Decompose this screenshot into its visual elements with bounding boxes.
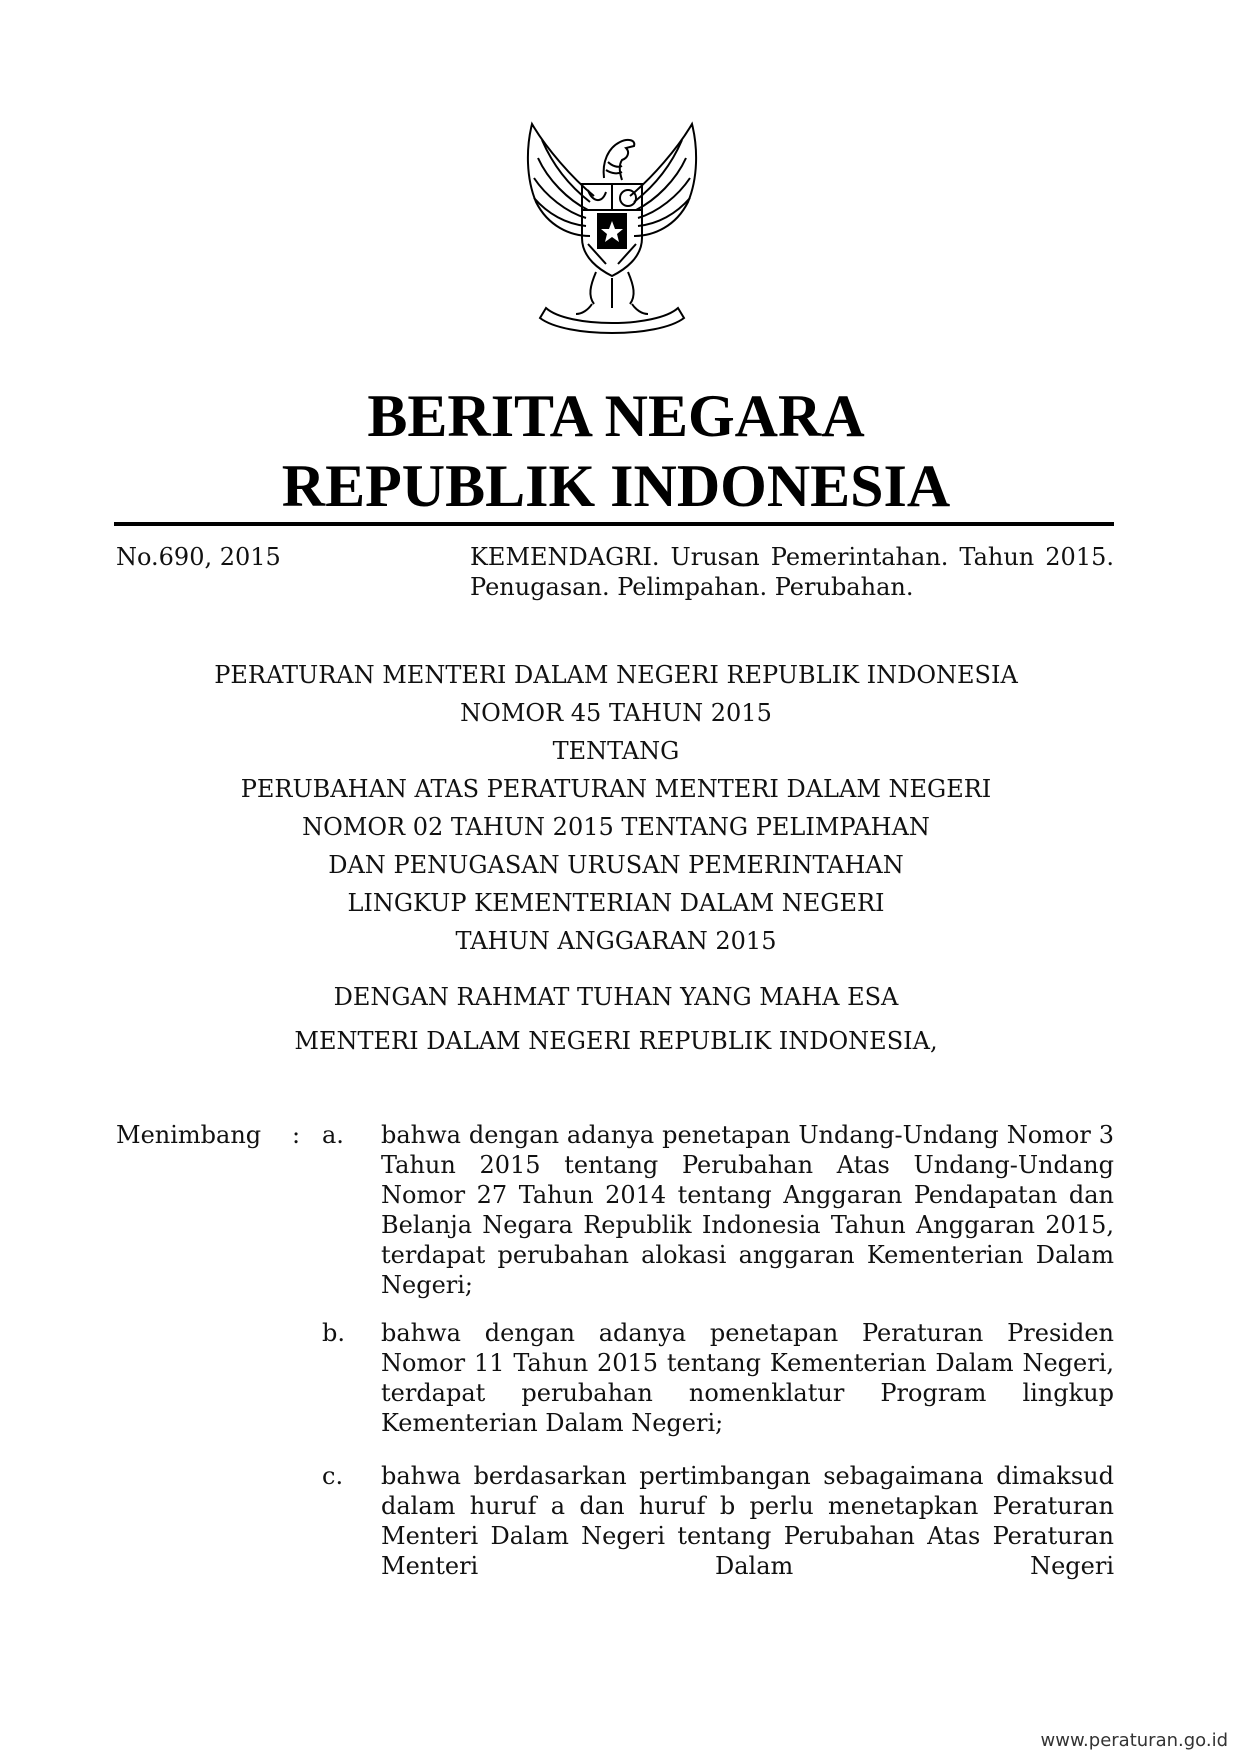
considering-separator: : [292,1121,301,1149]
invocation-line: DENGAN RAHMAT TUHAN YANG MAHA ESA [333,983,899,1011]
regulation-title-line: DAN PENUGASAN URUSAN PEMERINTAHAN [328,851,904,879]
considering-item-marker: a. [322,1121,344,1149]
considering-item-text: bahwa berdasarkan pertimbangan sebagaimana dimaksud dalam huruf a dan huruf b perlu menetapkan Peraturan Menteri Dalam Negeri tentang Perubahan Atas Peraturan Menteri Dalam Negeri [381,1462,1114,1580]
considering-item-text: bahwa dengan adanya penetapan Peraturan Presiden Nomor 11 Tahun 2015 tentang Kementerian Dalam Negeri, terdapat perubahan nomenklatur Program lingkup Kementerian Dalam Negeri; [381,1319,1114,1437]
publication-number: No.690, 2015 [116,543,281,571]
publication-description: KEMENDAGRI. Urusan Pemerintahan. Tahun 2015. Penugasan. Pelimpahan. Perubahan. [470,543,1114,601]
garuda-emblem-icon [512,118,712,338]
regulation-title-line: PERATURAN MENTERI DALAM NEGERI REPUBLIK INDONESIA [214,661,1018,689]
considering-label: Menimbang [116,1121,262,1149]
regulation-title-line: TENTANG [552,737,680,765]
considering-item-text: bahwa dengan adanya penetapan Undang-Undang Nomor 3 Tahun 2015 tentang Perubahan Atas Undang-Undang Nomor 27 Tahun 2014 tentang Anggaran Pendapatan dan Belanja Negara Republik Indonesia Tahun Anggaran 2015, terdapat perubahan alokasi anggaran Kementerian Dalam Negeri; [381,1121,1114,1299]
regulation-title-line: NOMOR 45 TAHUN 2015 [460,699,772,727]
regulation-title-line: NOMOR 02 TAHUN 2015 TENTANG PELIMPAHAN [302,813,930,841]
invocation-line: MENTERI DALAM NEGERI REPUBLIK INDONESIA, [294,1027,938,1055]
masthead-line-2: REPUBLIK INDONESIA [281,453,951,519]
considering-item-marker: c. [322,1462,344,1490]
regulation-title-line: TAHUN ANGGARAN 2015 [455,927,777,955]
masthead-divider [114,522,1114,526]
source-url: www.peraturan.go.id [1040,1730,1228,1751]
considering-item-marker: b. [322,1319,345,1347]
regulation-title-line: LINGKUP KEMENTERIAN DALAM NEGERI [347,889,885,917]
masthead-line-1: BERITA NEGARA [367,383,865,449]
regulation-title [116,660,1116,964]
regulation-title-line: PERUBAHAN ATAS PERATURAN MENTERI DALAM NEGERI [240,775,992,803]
